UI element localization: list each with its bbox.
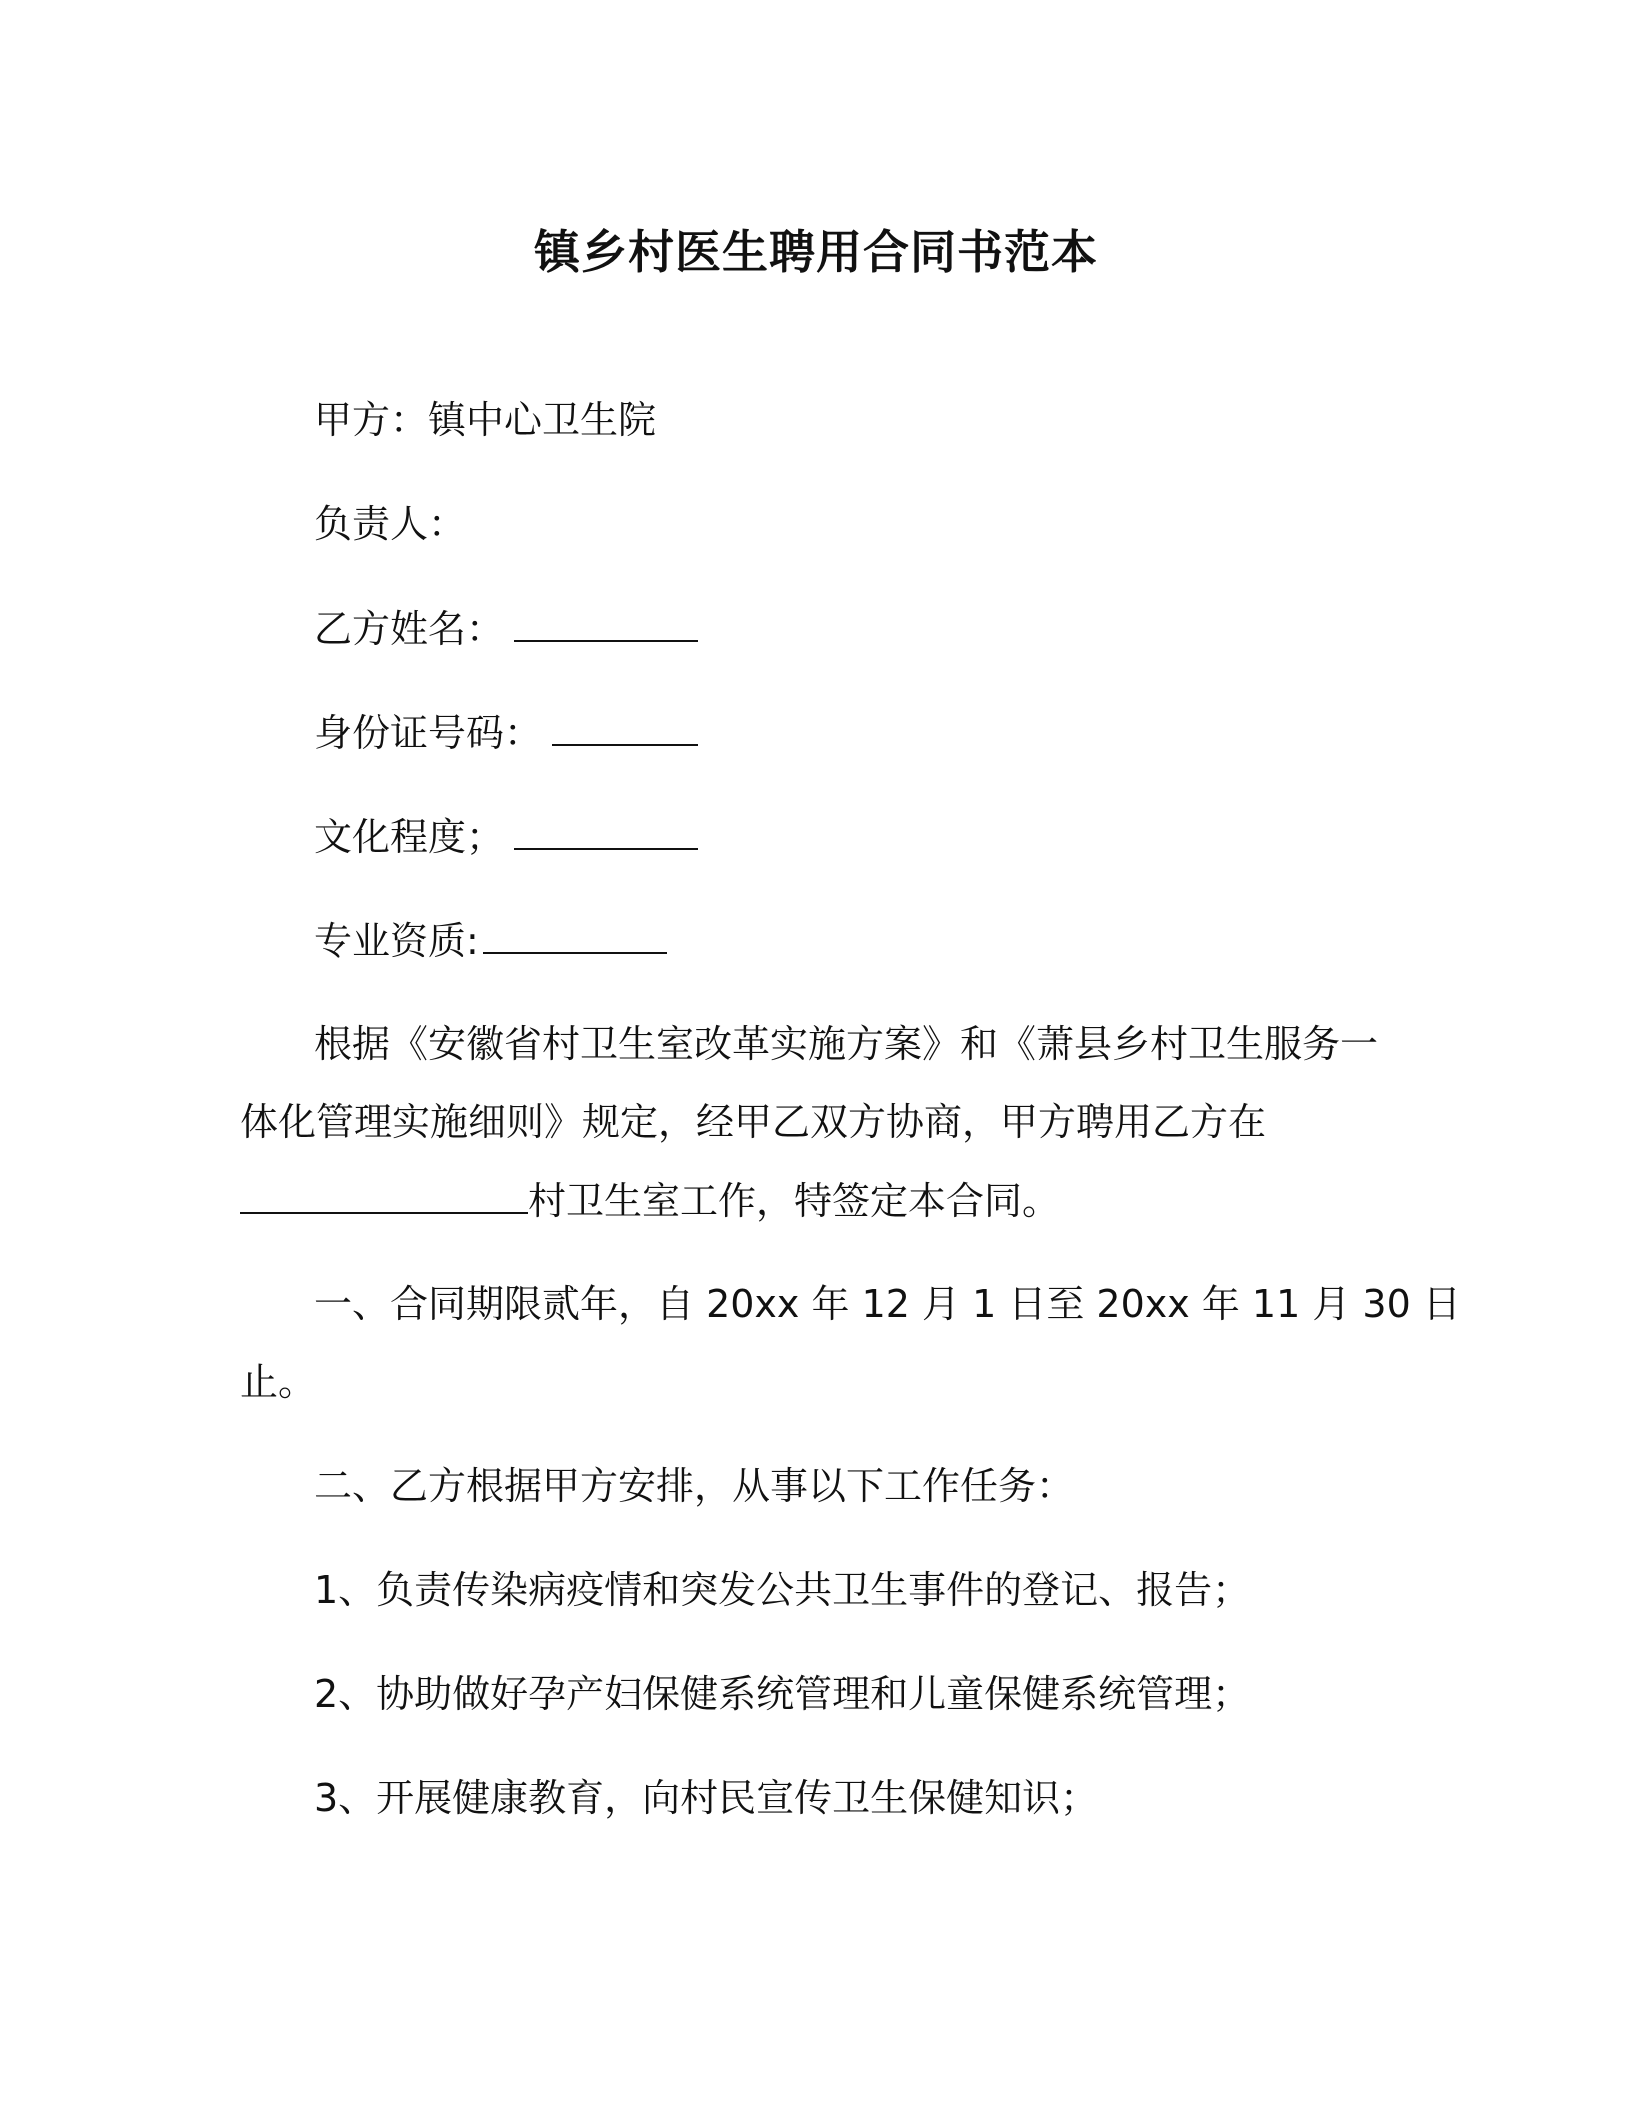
education-label: 文化程度； [314, 815, 505, 859]
id-number-blank [552, 706, 698, 746]
party-b-name-line [314, 602, 698, 655]
clause-2: 二、乙方根据甲方安排，从事以下工作任务： [314, 1464, 1075, 1508]
id-number-line [314, 706, 698, 759]
responsible-person-line [314, 498, 466, 550]
task-item: 3、开展健康教育，向村民宣传卫生保健知识； [314, 1776, 1099, 1820]
preamble-line-3-text: 村卫生室工作，特签定本合同。 [528, 1179, 1061, 1223]
document-title: 镇乡村医生聘用合同书范本 [534, 225, 1098, 279]
task-item: 2、协助做好孕产妇保健系统管理和儿童保健系统管理； [314, 1672, 1251, 1716]
education-blank [514, 810, 698, 850]
preamble-line-1: 根据《安徽省村卫生室改革实施方案》和《萧县乡村卫生服务一 [314, 1022, 1379, 1066]
responsible-person-label: 负责人： [314, 502, 467, 546]
qualification-line [314, 914, 667, 967]
clause-1-line-1: 一、合同期限贰年，自 20xx 年 12 月 1 日至 20xx 年 11 月 30 日 [314, 1282, 1461, 1326]
qualification-blank [483, 914, 667, 954]
party-a-label: 甲方： [314, 398, 429, 442]
party-a-line [314, 394, 656, 446]
party-b-name-blank [514, 602, 698, 642]
id-number-label: 身份证号码： [314, 711, 543, 755]
qualification-label: 专业资质: [314, 919, 479, 963]
party-b-name-label: 乙方姓名： [314, 607, 505, 651]
party-a-value: 镇中心卫生院 [428, 398, 657, 442]
task-item: 1、负责传染病疫情和突发公共卫生事件的登记、报告； [314, 1568, 1251, 1612]
preamble-line-3 [240, 1174, 1060, 1227]
clause-1-line-2: 止。 [240, 1360, 317, 1404]
preamble-line-2: 体化管理实施细则》规定，经甲乙双方协商，甲方聘用乙方在 [240, 1100, 1267, 1144]
village-name-blank [240, 1174, 528, 1214]
education-line [314, 810, 698, 863]
